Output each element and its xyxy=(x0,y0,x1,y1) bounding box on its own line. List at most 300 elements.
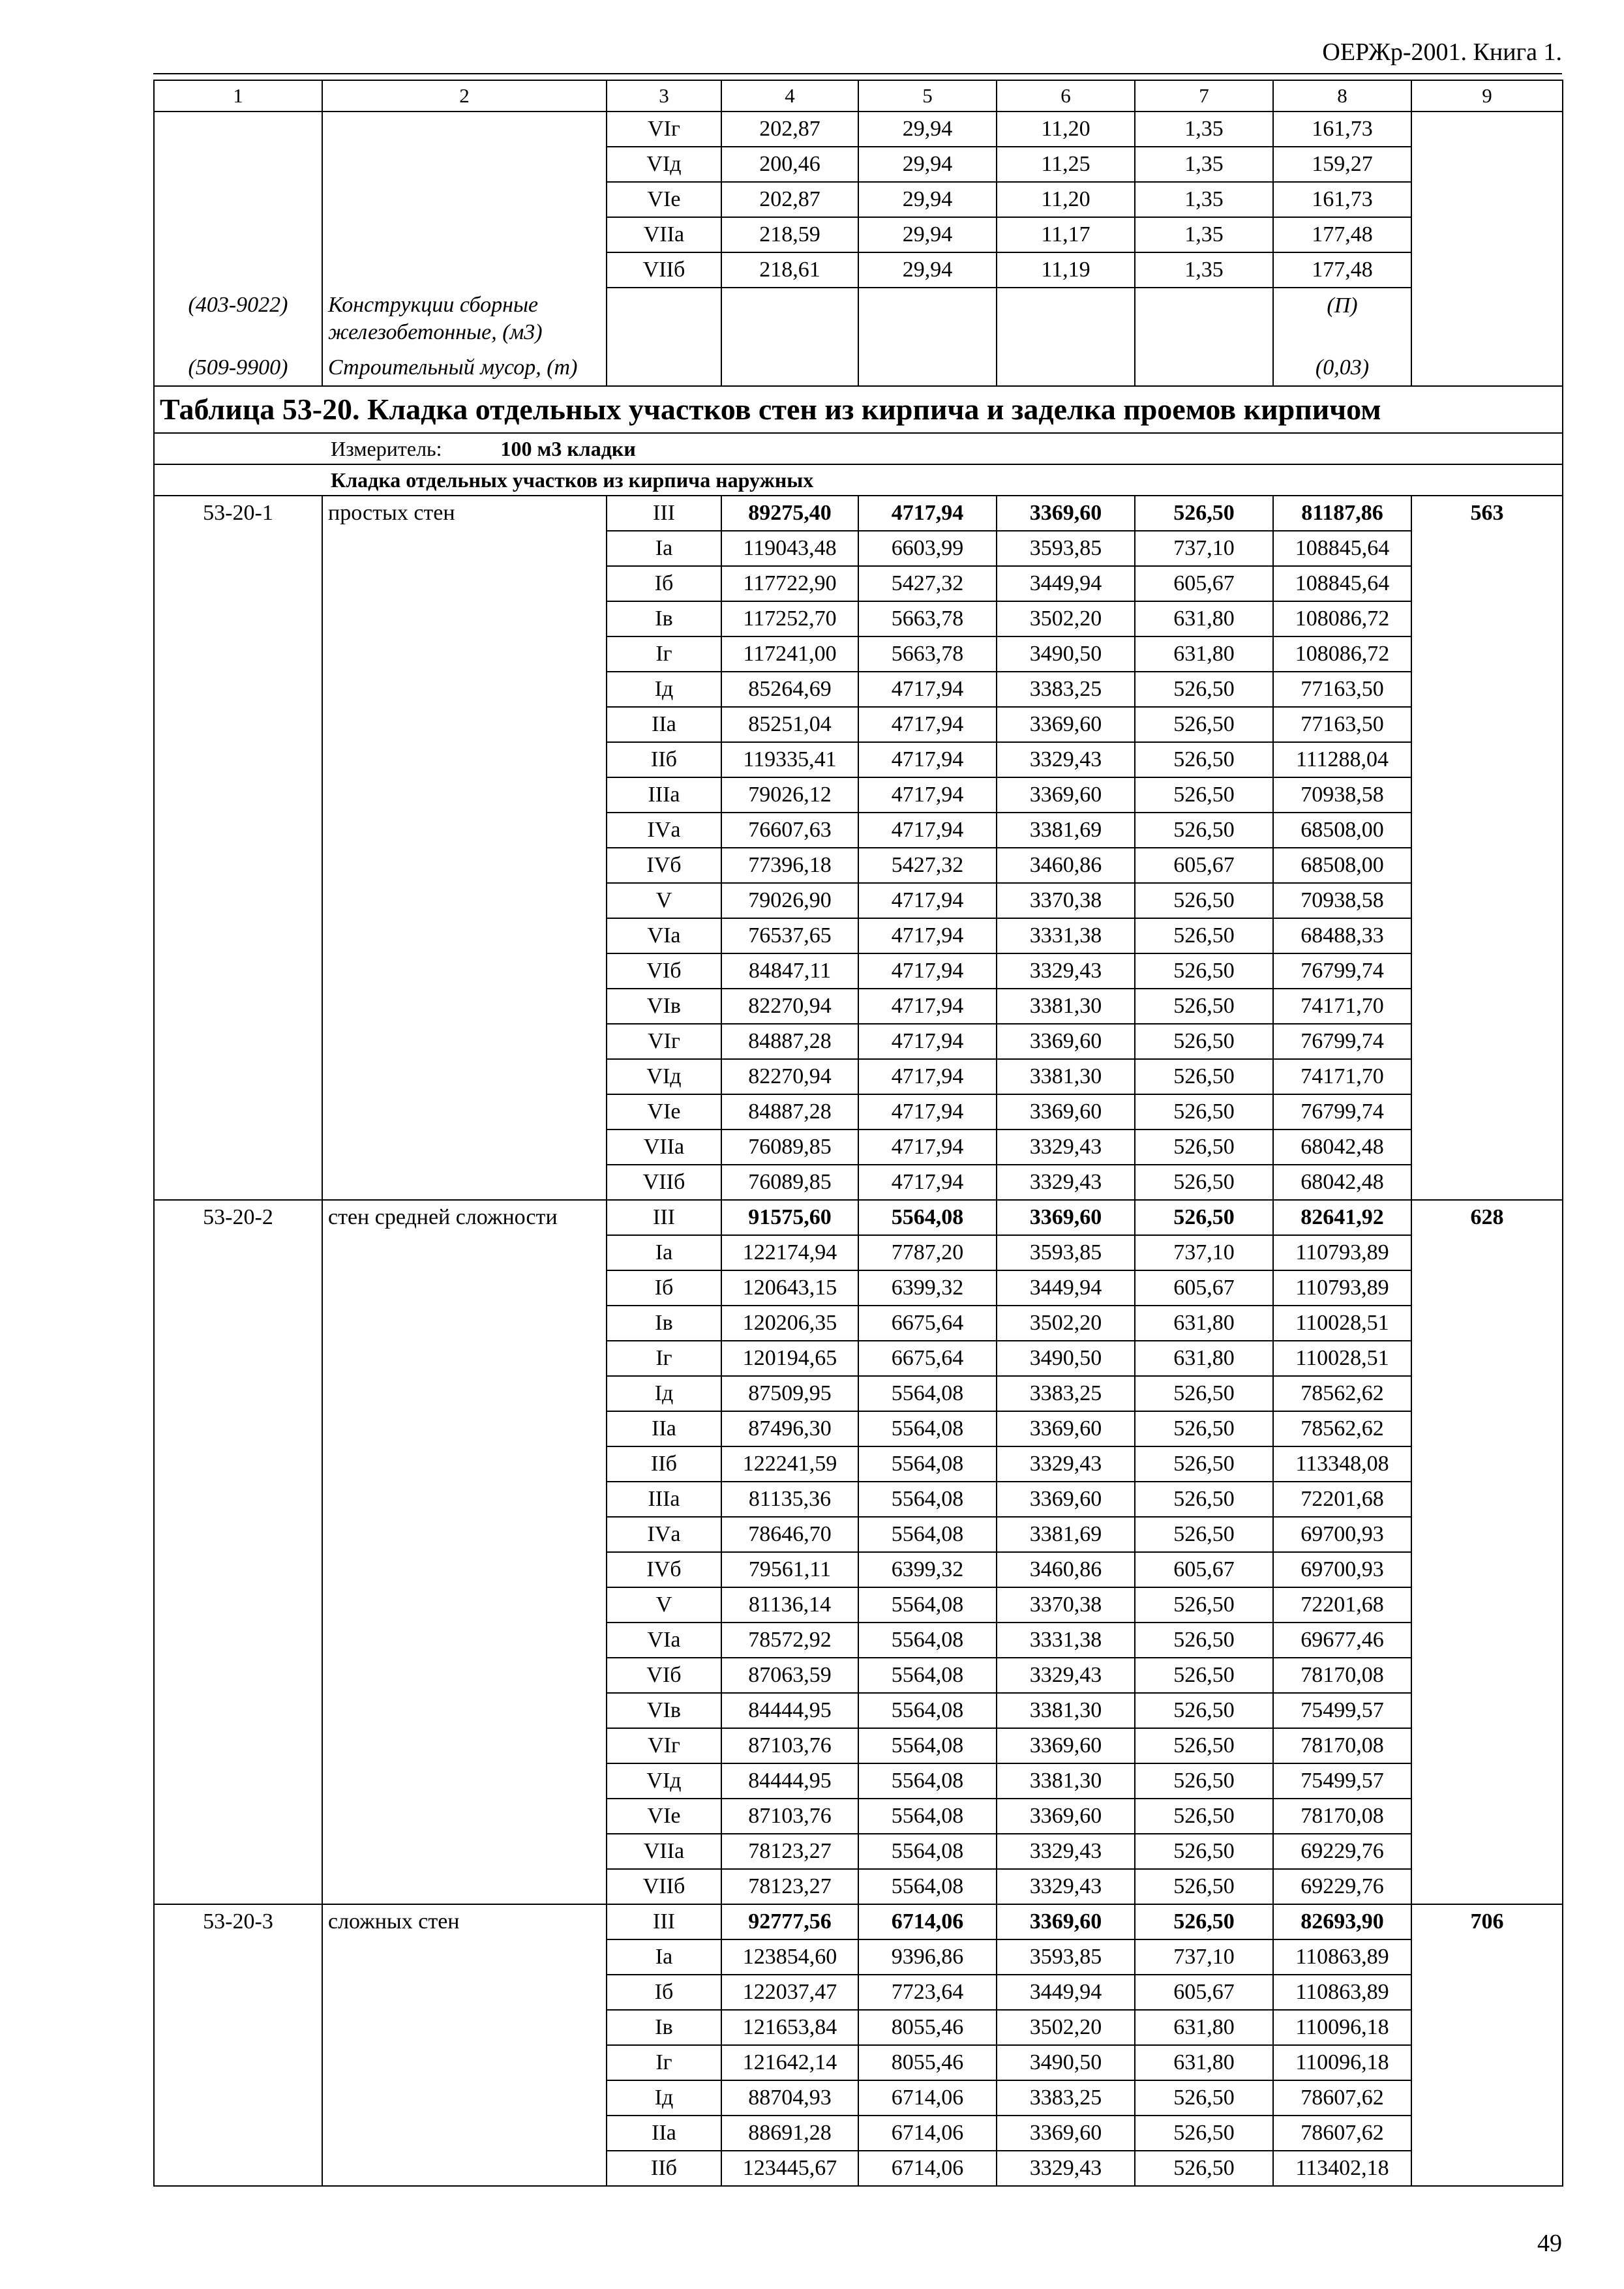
code-cell xyxy=(154,566,322,601)
table-row xyxy=(154,672,1563,707)
code-cell xyxy=(154,1341,322,1376)
rate-cell xyxy=(1411,2010,1563,2045)
table-row xyxy=(154,1834,1563,1869)
table-row xyxy=(154,2151,1563,2186)
value-cell-c4: 120643,15 xyxy=(721,1270,858,1306)
zone-cell: IIб xyxy=(607,742,721,777)
name-cell xyxy=(322,742,607,777)
name-cell xyxy=(322,953,607,989)
value-cell-c4: 84444,95 xyxy=(721,1763,858,1799)
code-cell xyxy=(154,1411,322,1446)
table-row xyxy=(154,989,1563,1024)
value-cell-c8: 75499,57 xyxy=(1273,1763,1411,1799)
table-row xyxy=(154,1939,1563,1975)
zone-cell: Iг xyxy=(607,636,721,672)
table-row xyxy=(154,1376,1563,1411)
code-cell xyxy=(154,1728,322,1763)
name-cell xyxy=(322,2045,607,2080)
value-cell-c7: 605,67 xyxy=(1135,1975,1273,2010)
code-cell xyxy=(154,1587,322,1623)
code-cell xyxy=(154,989,322,1024)
table-row xyxy=(154,147,1563,182)
table-row xyxy=(154,2116,1563,2151)
rate-cell xyxy=(1411,1552,1563,1587)
rate-cell xyxy=(1411,707,1563,742)
zone-cell: IIб xyxy=(607,1446,721,1482)
name-cell xyxy=(322,1975,607,2010)
value-cell-c6: 3502,20 xyxy=(997,601,1135,636)
value-cell-c8: 113348,08 xyxy=(1273,1446,1411,1482)
value-cell-c8: 110096,18 xyxy=(1273,2010,1411,2045)
name-cell xyxy=(322,252,607,288)
empty-cell xyxy=(858,350,997,386)
table-row xyxy=(154,848,1563,883)
zone-cell: IIб xyxy=(607,2151,721,2186)
value-cell-c4: 77396,18 xyxy=(721,848,858,883)
table-row xyxy=(154,217,1563,252)
value-cell-c5: 5564,08 xyxy=(858,1799,997,1834)
zone-cell: IIIа xyxy=(607,777,721,813)
value-cell-c4: 81136,14 xyxy=(721,1587,858,1623)
name-cell xyxy=(322,1130,607,1165)
code-cell xyxy=(154,742,322,777)
rate-cell xyxy=(1411,147,1563,182)
table-row xyxy=(154,496,1563,531)
column-number: 1 xyxy=(154,80,322,112)
code-cell xyxy=(154,1552,322,1587)
name-cell xyxy=(322,566,607,601)
value-cell-c6: 3381,30 xyxy=(997,989,1135,1024)
value-cell-c6: 3383,25 xyxy=(997,672,1135,707)
value-cell-c6: 3381,30 xyxy=(997,1059,1135,1094)
rate-cell xyxy=(1411,566,1563,601)
value-cell-c8: 110863,89 xyxy=(1273,1939,1411,1975)
value-cell-c7: 631,80 xyxy=(1135,1341,1273,1376)
code-cell xyxy=(154,883,322,918)
zone-cell: III xyxy=(607,1904,721,1939)
name-cell xyxy=(322,1270,607,1306)
value-cell-c8: 72201,68 xyxy=(1273,1482,1411,1517)
table-row xyxy=(154,1587,1563,1623)
value-cell-c8: 78607,62 xyxy=(1273,2080,1411,2116)
table-row xyxy=(154,1130,1563,1165)
value-cell-c7: 526,50 xyxy=(1135,1482,1273,1517)
value-cell-c6: 3593,85 xyxy=(997,531,1135,566)
zone-cell: VIIа xyxy=(607,217,721,252)
zone-cell: III xyxy=(607,496,721,531)
zone-cell: IVб xyxy=(607,1552,721,1587)
name-cell xyxy=(322,2151,607,2186)
value-cell-c8: 75499,57 xyxy=(1273,1693,1411,1728)
name-cell xyxy=(322,1834,607,1869)
rate-cell xyxy=(1411,182,1563,217)
code-cell xyxy=(154,2151,322,2186)
rate-cell xyxy=(1411,1834,1563,1869)
name-cell xyxy=(322,1094,607,1130)
table-row xyxy=(154,1763,1563,1799)
value-cell-c8: 108845,64 xyxy=(1273,531,1411,566)
value-cell-c7: 737,10 xyxy=(1135,1235,1273,1270)
code-cell xyxy=(154,252,322,288)
value-cell-c7: 526,50 xyxy=(1135,1059,1273,1094)
value-cell-c6: 3460,86 xyxy=(997,1552,1135,1587)
value-cell-c5: 7723,64 xyxy=(858,1975,997,2010)
table-row xyxy=(154,1200,1563,1235)
value-cell-c8: 76799,74 xyxy=(1273,1094,1411,1130)
value-cell-c5: 29,94 xyxy=(858,217,997,252)
value-cell-c7: 526,50 xyxy=(1135,1024,1273,1059)
value-cell-c6: 3369,60 xyxy=(997,1411,1135,1446)
rate-cell: 706 xyxy=(1411,1904,1563,1939)
rate-cell xyxy=(1411,1059,1563,1094)
value-cell-c5: 4717,94 xyxy=(858,989,997,1024)
name-cell xyxy=(322,1411,607,1446)
value-cell-c5: 8055,46 xyxy=(858,2045,997,2080)
rate-cell xyxy=(1411,1165,1563,1200)
table-row xyxy=(154,1975,1563,2010)
rate-cell xyxy=(1411,1799,1563,1834)
empty-cell xyxy=(1135,288,1273,350)
value-cell-c4: 84887,28 xyxy=(721,1094,858,1130)
value-cell-c6: 3490,50 xyxy=(997,2045,1135,2080)
code-cell xyxy=(154,1799,322,1834)
value-cell-c6: 3449,94 xyxy=(997,1975,1135,2010)
code-cell xyxy=(154,1446,322,1482)
value-cell-c7: 526,50 xyxy=(1135,1411,1273,1446)
zone-cell: V xyxy=(607,1587,721,1623)
value-cell-c6: 3369,60 xyxy=(997,2116,1135,2151)
table-row xyxy=(154,1799,1563,1834)
empty-cell xyxy=(721,350,858,386)
value-cell-c4: 89275,40 xyxy=(721,496,858,531)
zone-cell: IIа xyxy=(607,2116,721,2151)
code-cell xyxy=(154,217,322,252)
page-number: 49 xyxy=(1537,2230,1562,2257)
value-cell-c8: 110793,89 xyxy=(1273,1270,1411,1306)
value-cell-c4: 117241,00 xyxy=(721,636,858,672)
value-cell-c4: 78123,27 xyxy=(721,1834,858,1869)
value-cell-c5: 8055,46 xyxy=(858,2010,997,2045)
code-cell: 53-20-1 xyxy=(154,496,322,531)
zone-cell: Iд xyxy=(607,2080,721,2116)
value-cell-c5: 4717,94 xyxy=(858,496,997,531)
value-cell-c8: 68508,00 xyxy=(1273,813,1411,848)
value-cell-c8: 110096,18 xyxy=(1273,2045,1411,2080)
zone-cell: VIе xyxy=(607,1094,721,1130)
value-cell-c5: 6714,06 xyxy=(858,2080,997,2116)
empty-cell xyxy=(1411,288,1563,350)
value-cell-c8: 77163,50 xyxy=(1273,707,1411,742)
code-cell xyxy=(154,918,322,953)
rate-cell: 563 xyxy=(1411,496,1563,531)
zone-cell: VIв xyxy=(607,989,721,1024)
code-cell xyxy=(154,953,322,989)
name-cell: стен средней сложности xyxy=(322,1200,607,1235)
value-cell-c6: 3593,85 xyxy=(997,1939,1135,1975)
value-cell-c8: 82641,92 xyxy=(1273,1200,1411,1235)
value-cell-c7: 526,50 xyxy=(1135,1130,1273,1165)
name-cell xyxy=(322,1552,607,1587)
value-cell-c4: 119335,41 xyxy=(721,742,858,777)
code-cell xyxy=(154,182,322,217)
value-cell-c8: 108086,72 xyxy=(1273,601,1411,636)
zone-cell: VIб xyxy=(607,1658,721,1693)
value-cell-c8: 78170,08 xyxy=(1273,1658,1411,1693)
value-cell-c4: 92777,56 xyxy=(721,1904,858,1939)
name-cell xyxy=(322,1306,607,1341)
value-cell-c5: 29,94 xyxy=(858,147,997,182)
rate-cell xyxy=(1411,1763,1563,1799)
zone-cell: III xyxy=(607,1200,721,1235)
value-cell-c7: 631,80 xyxy=(1135,1306,1273,1341)
value-cell-c8: 76799,74 xyxy=(1273,1024,1411,1059)
value-cell-c5: 4717,94 xyxy=(858,672,997,707)
value-cell-c6: 3329,43 xyxy=(997,1834,1135,1869)
value-cell-c5: 4717,94 xyxy=(858,1130,997,1165)
rate-cell xyxy=(1411,1623,1563,1658)
empty-cell xyxy=(607,350,721,386)
name-cell xyxy=(322,1728,607,1763)
code-cell xyxy=(154,1517,322,1552)
value-cell-c4: 120194,65 xyxy=(721,1341,858,1376)
empty-cell xyxy=(721,288,858,350)
rate-cell xyxy=(1411,1975,1563,2010)
table-row xyxy=(154,1024,1563,1059)
table-row xyxy=(154,1270,1563,1306)
zone-cell: VIIа xyxy=(607,1834,721,1869)
code-cell xyxy=(154,1975,322,2010)
value-cell-c7: 1,35 xyxy=(1135,147,1273,182)
zone-cell: Iг xyxy=(607,2045,721,2080)
rate-cell xyxy=(1411,2151,1563,2186)
value-cell-c8: 177,48 xyxy=(1273,217,1411,252)
name-cell xyxy=(322,1939,607,1975)
value-cell-c5: 4717,94 xyxy=(858,813,997,848)
value-cell-c6: 3369,60 xyxy=(997,1024,1135,1059)
value-cell-c4: 218,61 xyxy=(721,252,858,288)
value-cell-c4: 122037,47 xyxy=(721,1975,858,2010)
value-cell-c8: 110028,51 xyxy=(1273,1306,1411,1341)
value-cell-c6: 3329,43 xyxy=(997,1130,1135,1165)
value-cell-c7: 526,50 xyxy=(1135,953,1273,989)
code-cell xyxy=(154,1130,322,1165)
empty-cell xyxy=(1135,350,1273,386)
table-row xyxy=(154,252,1563,288)
value-cell-c6: 3383,25 xyxy=(997,2080,1135,2116)
value-cell-c4: 87509,95 xyxy=(721,1376,858,1411)
empty-cell xyxy=(997,350,1135,386)
table-row xyxy=(154,182,1563,217)
value-cell-c8: 78607,62 xyxy=(1273,2116,1411,2151)
zone-cell: Iб xyxy=(607,1975,721,2010)
resource-value: (0,03) xyxy=(1273,350,1411,386)
rate-cell xyxy=(1411,1411,1563,1446)
value-cell-c4: 85251,04 xyxy=(721,707,858,742)
value-cell-c5: 4717,94 xyxy=(858,1094,997,1130)
code-cell: 53-20-2 xyxy=(154,1200,322,1235)
value-cell-c6: 3369,60 xyxy=(997,777,1135,813)
value-cell-c7: 526,50 xyxy=(1135,1446,1273,1482)
code-cell xyxy=(154,2010,322,2045)
value-cell-c5: 5564,08 xyxy=(858,1446,997,1482)
name-cell xyxy=(322,883,607,918)
zone-cell: Iг xyxy=(607,1341,721,1376)
code-cell xyxy=(154,1270,322,1306)
value-cell-c8: 76799,74 xyxy=(1273,953,1411,989)
zone-cell: Iб xyxy=(607,566,721,601)
header-rule xyxy=(153,73,1562,74)
value-cell-c6: 3502,20 xyxy=(997,2010,1135,2045)
value-cell-c7: 1,35 xyxy=(1135,182,1273,217)
code-cell xyxy=(154,147,322,182)
name-cell xyxy=(322,1763,607,1799)
value-cell-c4: 82270,94 xyxy=(721,1059,858,1094)
value-cell-c6: 3329,43 xyxy=(997,1869,1135,1904)
value-cell-c6: 3329,43 xyxy=(997,1658,1135,1693)
zone-cell: Iв xyxy=(607,1306,721,1341)
code-cell xyxy=(154,707,322,742)
value-cell-c4: 79026,90 xyxy=(721,883,858,918)
table-title-row xyxy=(154,386,1563,433)
rate-cell xyxy=(1411,1376,1563,1411)
rate-cell xyxy=(1411,1693,1563,1728)
value-cell-c5: 5663,78 xyxy=(858,636,997,672)
value-cell-c4: 79026,12 xyxy=(721,777,858,813)
value-cell-c7: 526,50 xyxy=(1135,813,1273,848)
zone-cell: Iв xyxy=(607,601,721,636)
value-cell-c4: 88704,93 xyxy=(721,2080,858,2116)
rate-cell xyxy=(1411,848,1563,883)
table-row xyxy=(154,953,1563,989)
value-cell-c7: 605,67 xyxy=(1135,848,1273,883)
table-row xyxy=(154,777,1563,813)
value-cell-c6: 11,17 xyxy=(997,217,1135,252)
value-cell-c7: 526,50 xyxy=(1135,1094,1273,1130)
value-cell-c5: 5427,32 xyxy=(858,566,997,601)
value-cell-c8: 113402,18 xyxy=(1273,2151,1411,2186)
name-cell xyxy=(322,636,607,672)
zone-cell: Iб xyxy=(607,1270,721,1306)
value-cell-c6: 3449,94 xyxy=(997,1270,1135,1306)
code-cell xyxy=(154,1094,322,1130)
value-cell-c7: 1,35 xyxy=(1135,252,1273,288)
value-cell-c4: 84887,28 xyxy=(721,1024,858,1059)
name-cell xyxy=(322,147,607,182)
zone-cell: IIа xyxy=(607,707,721,742)
name-cell xyxy=(322,1482,607,1517)
value-cell-c8: 110028,51 xyxy=(1273,1341,1411,1376)
value-cell-c5: 4717,94 xyxy=(858,777,997,813)
value-cell-c6: 3369,60 xyxy=(997,1728,1135,1763)
value-cell-c5: 4717,94 xyxy=(858,1165,997,1200)
value-cell-c7: 526,50 xyxy=(1135,1658,1273,1693)
code-cell xyxy=(154,813,322,848)
value-cell-c5: 5564,08 xyxy=(858,1658,997,1693)
value-cell-c6: 3369,60 xyxy=(997,1482,1135,1517)
table-row xyxy=(154,742,1563,777)
value-cell-c6: 3449,94 xyxy=(997,566,1135,601)
code-cell xyxy=(154,112,322,147)
zone-cell: VIа xyxy=(607,1623,721,1658)
value-cell-c4: 82270,94 xyxy=(721,989,858,1024)
value-cell-c8: 82693,90 xyxy=(1273,1904,1411,1939)
value-cell-c4: 121642,14 xyxy=(721,2045,858,2080)
column-number: 5 xyxy=(858,80,997,112)
column-number: 9 xyxy=(1411,80,1563,112)
value-cell-c8: 78170,08 xyxy=(1273,1799,1411,1834)
value-cell-c5: 4717,94 xyxy=(858,1024,997,1059)
table-row xyxy=(154,2010,1563,2045)
value-cell-c5: 5564,08 xyxy=(858,1517,997,1552)
value-cell-c4: 79561,11 xyxy=(721,1552,858,1587)
value-cell-c8: 81187,86 xyxy=(1273,496,1411,531)
name-cell xyxy=(322,707,607,742)
code-cell xyxy=(154,1482,322,1517)
zone-cell: Iа xyxy=(607,531,721,566)
value-cell-c5: 5564,08 xyxy=(858,1376,997,1411)
value-cell-c8: 69229,76 xyxy=(1273,1834,1411,1869)
rate-cell xyxy=(1411,1306,1563,1341)
value-cell-c6: 3593,85 xyxy=(997,1235,1135,1270)
value-cell-c5: 5663,78 xyxy=(858,601,997,636)
rates-table xyxy=(153,80,1563,2187)
value-cell-c4: 78123,27 xyxy=(721,1869,858,1904)
name-cell xyxy=(322,672,607,707)
value-cell-c7: 526,50 xyxy=(1135,1376,1273,1411)
value-cell-c6: 3329,43 xyxy=(997,953,1135,989)
zone-cell: Iд xyxy=(607,1376,721,1411)
value-cell-c7: 526,50 xyxy=(1135,1623,1273,1658)
value-cell-c5: 5564,08 xyxy=(858,1728,997,1763)
value-cell-c5: 7787,20 xyxy=(858,1235,997,1270)
table-row xyxy=(154,566,1563,601)
value-cell-c4: 76089,85 xyxy=(721,1165,858,1200)
code-cell xyxy=(154,1024,322,1059)
code-cell xyxy=(154,1235,322,1270)
value-cell-c5: 5564,08 xyxy=(858,1869,997,1904)
zone-cell: Iв xyxy=(607,2010,721,2045)
table-row xyxy=(154,1165,1563,1200)
value-cell-c7: 526,50 xyxy=(1135,883,1273,918)
value-cell-c7: 526,50 xyxy=(1135,1834,1273,1869)
document-header-title: ОЕРЖр-2001. Книга 1. xyxy=(1322,38,1562,66)
resource-name: Конструкции сборные железобетонные, (м3) xyxy=(322,288,607,350)
zone-cell: VIIб xyxy=(607,1869,721,1904)
value-cell-c6: 3331,38 xyxy=(997,918,1135,953)
value-cell-c6: 3329,43 xyxy=(997,742,1135,777)
value-cell-c6: 11,25 xyxy=(997,147,1135,182)
value-cell-c4: 122174,94 xyxy=(721,1235,858,1270)
empty-cell xyxy=(607,288,721,350)
value-cell-c6: 3369,60 xyxy=(997,1904,1135,1939)
code-cell xyxy=(154,531,322,566)
rate-cell xyxy=(1411,2116,1563,2151)
name-cell xyxy=(322,1693,607,1728)
value-cell-c4: 78646,70 xyxy=(721,1517,858,1552)
value-cell-c4: 123445,67 xyxy=(721,2151,858,2186)
value-cell-c4: 120206,35 xyxy=(721,1306,858,1341)
column-number: 7 xyxy=(1135,80,1273,112)
code-cell xyxy=(154,1376,322,1411)
rate-cell xyxy=(1411,813,1563,848)
column-number: 4 xyxy=(721,80,858,112)
rate-cell: 628 xyxy=(1411,1200,1563,1235)
zone-cell: IVа xyxy=(607,1517,721,1552)
value-cell-c4: 85264,69 xyxy=(721,672,858,707)
value-cell-c6: 3331,38 xyxy=(997,1623,1135,1658)
value-cell-c5: 5564,08 xyxy=(858,1693,997,1728)
table-row xyxy=(154,1869,1563,1904)
